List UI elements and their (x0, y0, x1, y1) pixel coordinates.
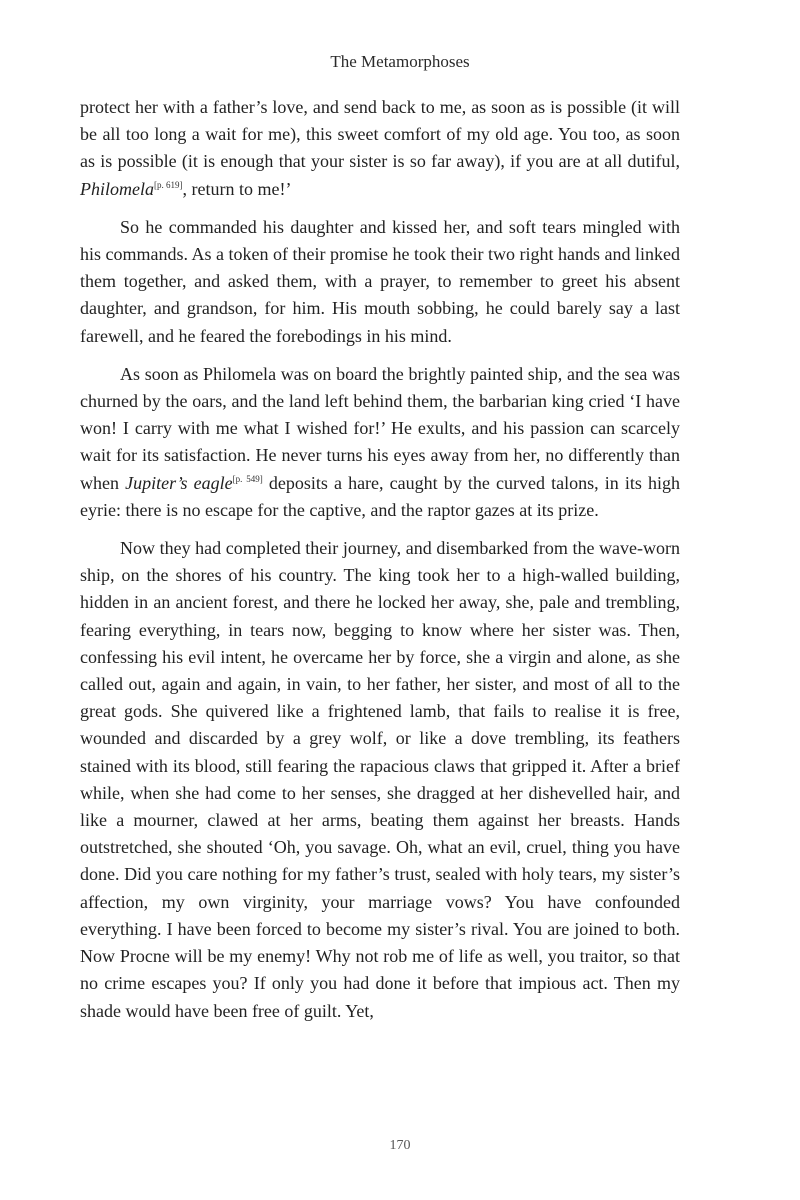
body-text (80, 94, 680, 1036)
paragraph-text: protect her with a father’s love, and send back to me, as soon as is possible (it will be all too long a wait for me), this sweet comfort of my old age. You too, as soon as is possible (it is enough that your sister is so far away), if you are at all dutiful, (80, 97, 680, 172)
page-number: 170 (389, 1138, 411, 1153)
paragraph-text: deposits a hare, caught by the curved talons, in its high eyrie: there is no escape for the captive, and the raptor gazes at its prize. (80, 472, 681, 520)
page-reference[interactable]: [p. 619] (154, 179, 183, 190)
paragraph-4: Now they had completed their journey, and disembarked from the wave-worn ship, on the shores of his country. The king took her to a high-walled building, hidden in an ancient forest, and there he locked her away, she, pale and trembling, fearing everything, in tears now, begging to know where her sister was. Then, confessing his evil intent, he overcame her by force, she a virgin and alone, as she called out, again and again, in vain, to her father, her sister, and most of all to the great gods. She quivered like a frightened lamb, that fails to realise it is free, wounded and discarded by a grey wolf, or like a dove trembling, its feathers stained with its blood, still fearing the rapacious claws that gripped it. After a brief while, when she had come to her senses, she dragged at her dishevelled hair, and like a mourner, clawed at her arms, beating them against her breasts. Hands outstretched, she shouted ‘Oh, you savage. Oh, what an evil, cruel, thing you have done. Did you care nothing for my father’s trust, sealed with holy tears, my sister’s affection, my own virginity, your marriage vows? You have confounded everything. I have been forced to become my sister’s rival. You are joined to both. Now Procne will be my enemy! Why not rob me of life as well, you traitor, so that no crime escapes you? If only you had done it before that impious act. Then my shade would have been free of guilt. Yet, (80, 538, 680, 1021)
name-link-jupiters-eagle[interactable]: Jupiter’s eagle (125, 472, 233, 493)
page-reference[interactable]: [p. 549] (232, 473, 263, 484)
name-link-philomela[interactable]: Philomela (80, 178, 154, 199)
paragraph-3 (80, 361, 680, 524)
paragraph-text: As soon as Philomela was on board the brightly painted ship, and the sea was churned by the oars, and the land left behind them, the barbarian king cried ‘I have won! I carry with me what I wished for!’ He exults, and his passion can scarcely wait for its satisfaction. He never turns his eyes away from her, no differently than when (80, 363, 680, 493)
running-head: The Metamorphoses (330, 52, 470, 71)
paragraph-text: , return to me!’ (182, 178, 292, 199)
paragraph-2: So he commanded his daughter and kissed her, and soft tears mingled with his commands. As a token of their promise he took their two right hands and linked them together, and asked them, with a prayer, to remember to greet his absent daughter, and grandson, for him. His mouth sobbing, he could barely say a last farewell, and he feared the forebodings in his mind. (80, 216, 680, 346)
paragraph-1 (80, 94, 680, 203)
